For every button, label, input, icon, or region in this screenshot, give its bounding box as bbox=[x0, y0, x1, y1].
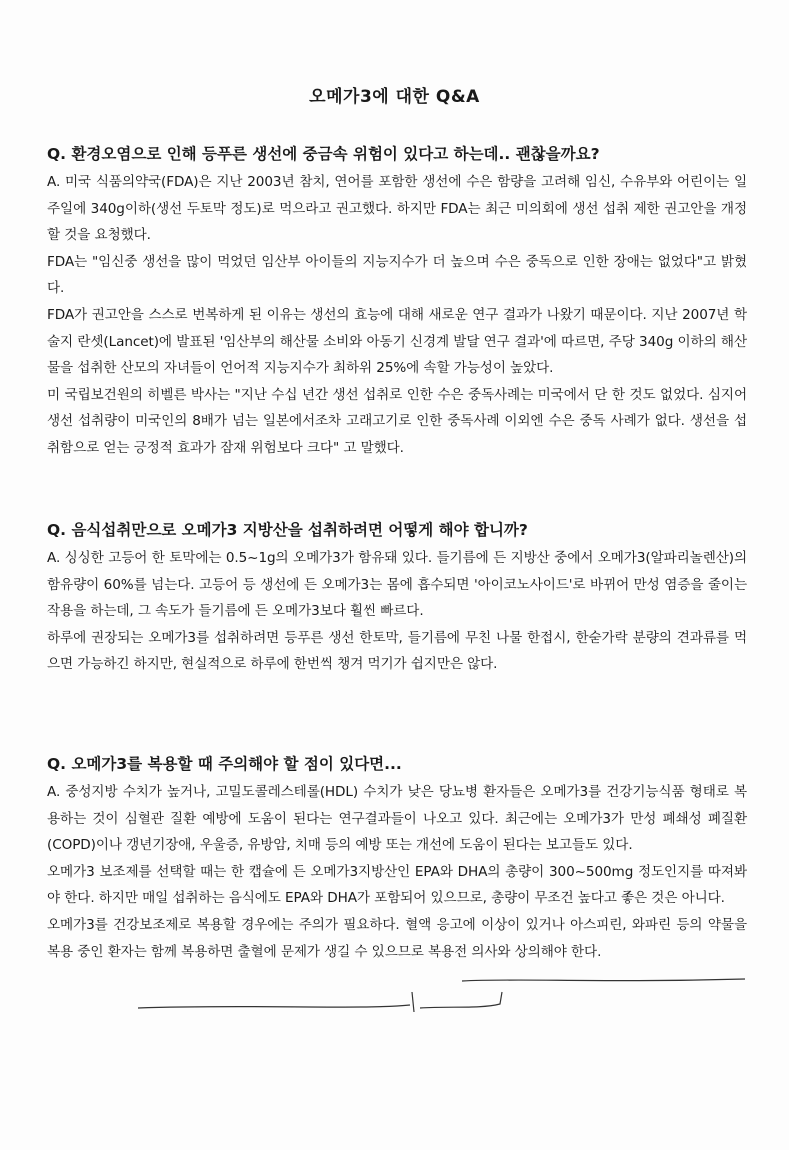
answer-paragraph: 오메가3 보조제를 선택할 때는 한 캡슐에 든 오메가3지방산인 EPA와 DHA의 총량이 300~500mg 정도인지를 따져봐야 한다. 하지만 매일 섭취하는 음식에도 EPA와 DHA가 포함되어 있으므로, 총량이 무조건 높다고 좋은 것은 아니다. bbox=[47, 863, 747, 907]
answer-paragraph: A. 싱싱한 고등어 한 토막에는 0.5~1g의 오메가3가 함유돼 있다. 들기름에 든 지방산 중에서 오메가3(알파리놀렌산)의 함유량이 60%를 넘는다. 고등어 등 생선에 든 오메가3는 몸에 흡수되면 '아이코노사이드'로 바뀌어 만성 염증을 줄이는 작용을 하는데, 그 속도가 들기름에 든 오메가3보다 훨씬 빠르다. bbox=[47, 550, 747, 620]
answer-paragraph: FDA가 권고안을 스스로 번복하게 된 이유는 생선의 효능에 대해 새로운 연구 결과가 나왔기 때문이다. 지난 2007년 학술지 란셋(Lancet)에 발표된 '임산부의 해산물 소비와 아동기 신경계 발달 연구 결과'에 따르면, 주당 340g 이하의 해산물을 섭취한 산모의 자녀들이 언어적 지능지수가 최하위 25%에 속할 가능성이 높았다. bbox=[47, 306, 747, 377]
question-heading: Q. 환경오염으로 인해 등푸른 생선에 중금속 위험이 있다고 하는데.. 괜찮을까요? bbox=[47, 145, 600, 163]
answer-paragraph: 오메가3를 건강보조제로 복용할 경우에는 주의가 필요하다. 혈액 응고에 이상이 있거나 아스피린, 와파린 등의 약물을 복용 중인 환자는 함께 복용하면 출혈에 문제가 생길 수 있으므로 복용전 의사와 상의해야 한다. bbox=[47, 916, 747, 960]
document-title: 오메가3에 대한 Q&A bbox=[309, 87, 480, 107]
qa-section-heavy-metals bbox=[47, 143, 747, 462]
answer-paragraph: A. 미국 식품의약국(FDA)은 지난 2003년 참치, 연어를 포함한 생선에 수은 함량을 고려해 임신, 수유부와 어린이는 일주일에 340g이하(생선 두토막 정도)로 먹으라고 권고했다. 하지만 FDA는 최근 미의회에 생선 섭취 제한 권고안을 개정할 것을 요청했다. bbox=[47, 174, 747, 244]
answer-paragraph: 하루에 권장되는 오메가3를 섭취하려면 등푸른 생선 한토막, 들기름에 무친 나물 한접시, 한숟가락 분량의 견과류를 먹으면 가능하긴 하지만, 현실적으로 하루에 한번씩 챙겨 먹기가 쉽지만은 않다. bbox=[47, 629, 747, 673]
question-heading: Q. 오메가3를 복용할 때 주의해야 할 점이 있다면... bbox=[47, 755, 402, 773]
qa-section-dietary-intake bbox=[47, 519, 747, 678]
answer-paragraph: FDA는 "임신중 생선을 많이 먹었던 임산부 아이들의 지능지수가 더 높으며 수은 중독으로 인한 장애는 없었다"고 밝혔다. bbox=[47, 253, 747, 297]
qa-section-precautions bbox=[47, 753, 747, 965]
answer-paragraph: A. 중성지방 수치가 높거나, 고밀도콜레스테롤(HDL) 수치가 낮은 당뇨병 환자들은 오메가3를 건강기능식품 형태로 복용하는 것이 심혈관 질환 예방에 도움이 된다는 연구결과들이 나오고 있다. 최근에는 오메가3가 만성 폐쇄성 폐질환(COPD)이나 갱년기장애, 우울증, 유방암, 치매 등의 예방 또는 개선에 도움이 된다는 보고들도 있다. bbox=[47, 784, 747, 854]
question-heading: Q. 음식섭취만으로 오메가3 지방산을 섭취하려면 어떻게 해야 합니까? bbox=[47, 521, 528, 539]
answer-paragraph: 미 국립보건원의 히벨른 박사는 "지난 수십 년간 생선 섭취로 인한 수은 중독사례는 미국에서 단 한 것도 없었다. 심지어 생선 섭취량이 미국인의 8배가 넘는 일본에서조차 고래고기로 인한 중독사례 이외엔 수은 중독 사례가 없다. 생선을 섭취함으로 얻는 긍정적 효과가 잠재 위험보다 크다" 고 말했다. bbox=[47, 386, 747, 456]
